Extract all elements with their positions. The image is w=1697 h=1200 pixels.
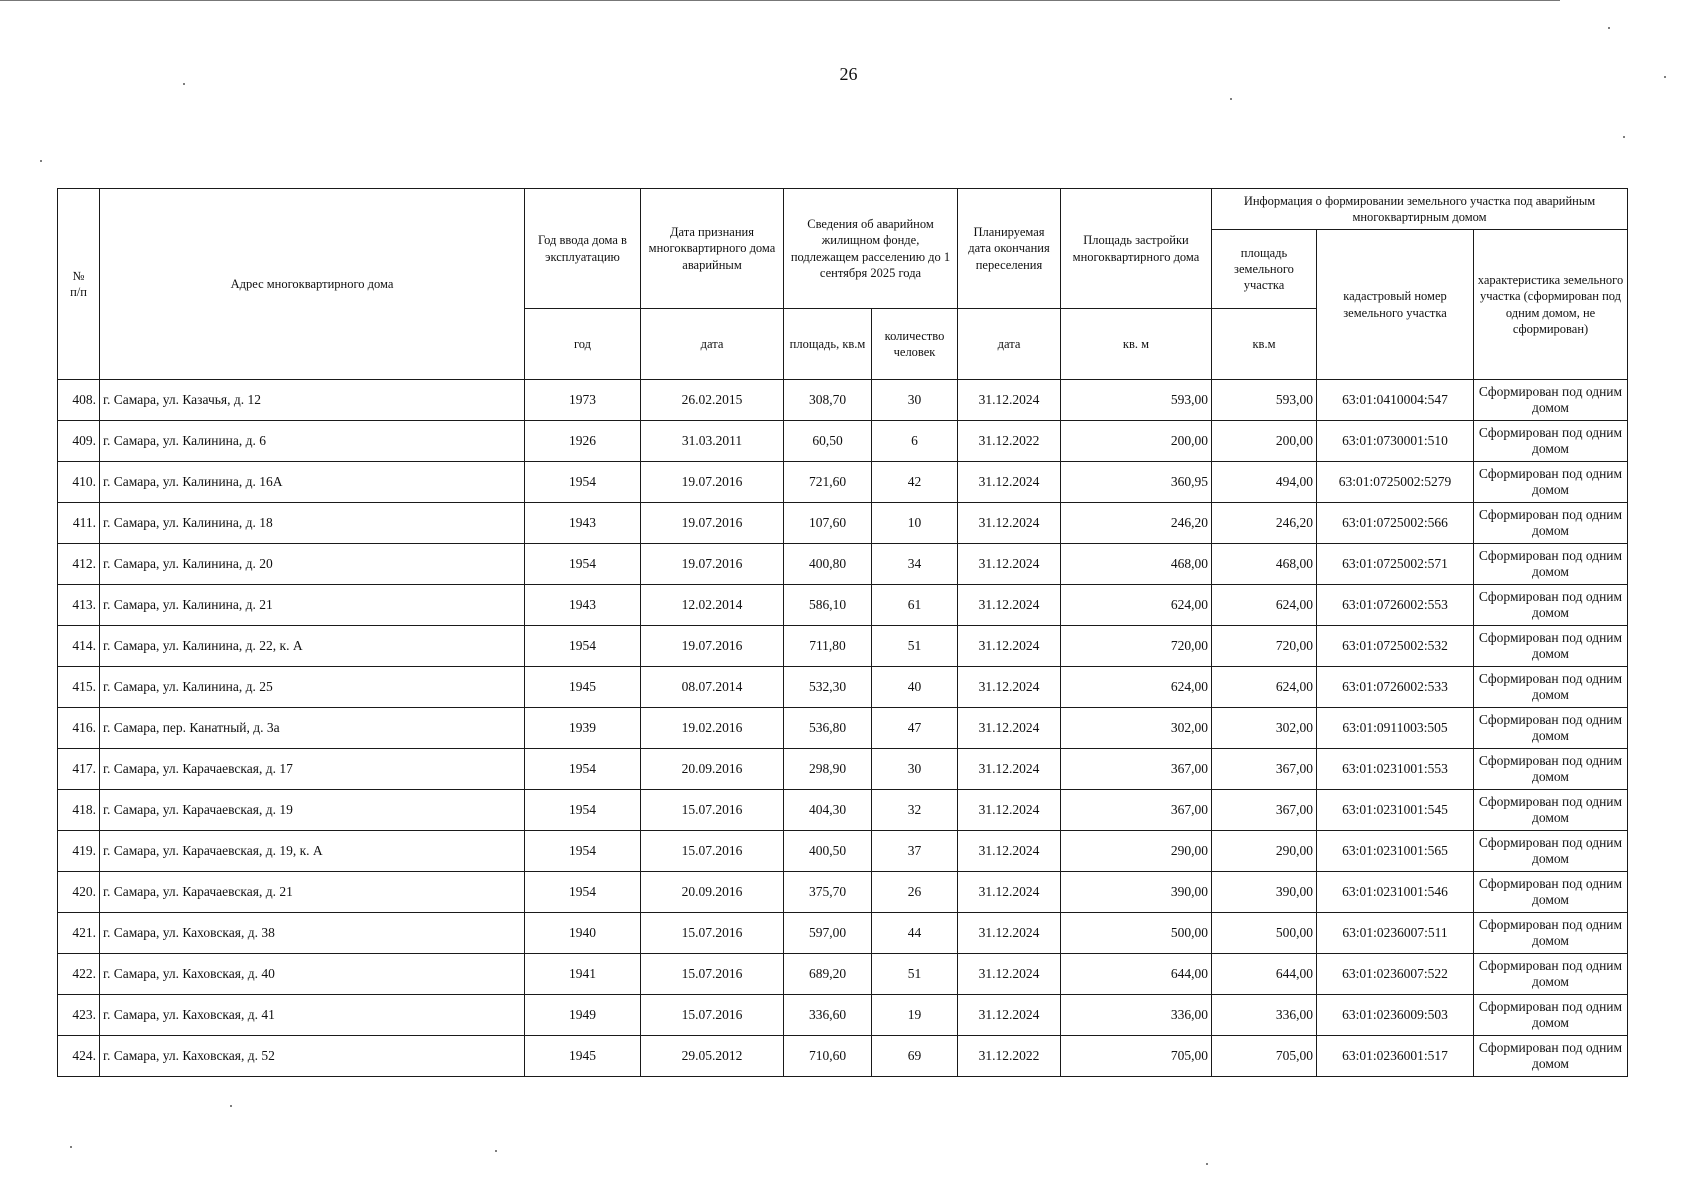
cell-row-number: 418. xyxy=(58,790,100,831)
table-row xyxy=(58,421,1628,462)
cell-planned-date: 31.12.2024 xyxy=(958,585,1061,626)
cell-land-characteristic: Сформирован под одним домом xyxy=(1474,667,1628,708)
cell-land-characteristic: Сформирован под одним домом xyxy=(1474,831,1628,872)
scan-speck xyxy=(1623,136,1625,138)
cell-recognition-date: 15.07.2016 xyxy=(641,995,784,1036)
cell-row-number: 414. xyxy=(58,626,100,667)
cell-area: 536,80 xyxy=(784,708,872,749)
cell-year: 1954 xyxy=(525,749,641,790)
cell-address: г. Самара, ул. Карачаевская, д. 17 xyxy=(100,749,525,790)
cell-year: 1943 xyxy=(525,503,641,544)
cell-land-area: 200,00 xyxy=(1212,421,1317,462)
cell-cadastral: 63:01:0236007:522 xyxy=(1317,954,1474,995)
header-emergency-fund: Сведения об аварийном жилищном фонде, подлежащем расселению до 1 сентября 2025 года xyxy=(784,189,958,309)
cell-planned-date: 31.12.2024 xyxy=(958,995,1061,1036)
top-rule xyxy=(0,0,1560,1)
cell-area: 597,00 xyxy=(784,913,872,954)
table-row xyxy=(58,503,1628,544)
cell-address: г. Самара, ул. Калинина, д. 6 xyxy=(100,421,525,462)
table-row xyxy=(58,380,1628,421)
cell-cadastral: 63:01:0236009:503 xyxy=(1317,995,1474,1036)
cell-row-number: 408. xyxy=(58,380,100,421)
cell-land-characteristic: Сформирован под одним домом xyxy=(1474,913,1628,954)
scan-speck xyxy=(230,1105,232,1107)
page-number: 26 xyxy=(839,64,858,84)
cell-year: 1973 xyxy=(525,380,641,421)
cell-address: г. Самара, ул. Калинина, д. 25 xyxy=(100,667,525,708)
cell-area: 107,60 xyxy=(784,503,872,544)
cell-land-area: 336,00 xyxy=(1212,995,1317,1036)
cell-planned-date: 31.12.2024 xyxy=(958,749,1061,790)
header-land-info: Информация о формировании земельного участка под аварийным многоквартирным домом xyxy=(1212,189,1628,230)
cell-row-number: 412. xyxy=(58,544,100,585)
cell-building-area: 720,00 xyxy=(1061,626,1212,667)
cell-people: 19 xyxy=(872,995,958,1036)
cell-area: 689,20 xyxy=(784,954,872,995)
cell-land-characteristic: Сформирован под одним домом xyxy=(1474,421,1628,462)
cell-year: 1926 xyxy=(525,421,641,462)
cell-row-number: 419. xyxy=(58,831,100,872)
cell-people: 34 xyxy=(872,544,958,585)
cell-planned-date: 31.12.2024 xyxy=(958,790,1061,831)
cell-address: г. Самара, ул. Карачаевская, д. 19 xyxy=(100,790,525,831)
cell-year: 1954 xyxy=(525,544,641,585)
cell-recognition-date: 15.07.2016 xyxy=(641,790,784,831)
emergency-housing-table xyxy=(57,188,1628,1077)
cell-address: г. Самара, ул. Калинина, д. 16А xyxy=(100,462,525,503)
cell-land-characteristic: Сформирован под одним домом xyxy=(1474,1036,1628,1077)
cell-row-number: 423. xyxy=(58,995,100,1036)
cell-planned-date: 31.12.2024 xyxy=(958,954,1061,995)
scan-speck xyxy=(1664,76,1666,78)
cell-recognition-date: 12.02.2014 xyxy=(641,585,784,626)
cell-year: 1943 xyxy=(525,585,641,626)
table-row xyxy=(58,708,1628,749)
cell-area: 721,60 xyxy=(784,462,872,503)
cell-people: 6 xyxy=(872,421,958,462)
header-recognition-date: Дата признания многоквартирного дома аварийным xyxy=(641,189,784,309)
cell-address: г. Самара, ул. Каховская, д. 41 xyxy=(100,995,525,1036)
cell-planned-date: 31.12.2022 xyxy=(958,1036,1061,1077)
cell-recognition-date: 20.09.2016 xyxy=(641,749,784,790)
cell-land-characteristic: Сформирован под одним домом xyxy=(1474,995,1628,1036)
cell-planned-date: 31.12.2024 xyxy=(958,544,1061,585)
header-land-area: площадь земельного участка xyxy=(1212,230,1317,309)
cell-building-area: 500,00 xyxy=(1061,913,1212,954)
cell-cadastral: 63:01:0236007:511 xyxy=(1317,913,1474,954)
cell-building-area: 200,00 xyxy=(1061,421,1212,462)
cell-area: 586,10 xyxy=(784,585,872,626)
cell-planned-date: 31.12.2024 xyxy=(958,667,1061,708)
cell-address: г. Самара, ул. Каховская, д. 40 xyxy=(100,954,525,995)
cell-recognition-date: 08.07.2014 xyxy=(641,667,784,708)
scan-speck xyxy=(70,1146,72,1148)
header-planned-date: Планируемая дата окончания переселения xyxy=(958,189,1061,309)
cell-people: 30 xyxy=(872,749,958,790)
cell-building-area: 468,00 xyxy=(1061,544,1212,585)
cell-land-characteristic: Сформирован под одним домом xyxy=(1474,954,1628,995)
cell-people: 40 xyxy=(872,667,958,708)
cell-area: 60,50 xyxy=(784,421,872,462)
cell-address: г. Самара, ул. Казачья, д. 12 xyxy=(100,380,525,421)
unit-planned-date: дата xyxy=(958,309,1061,380)
cell-land-area: 593,00 xyxy=(1212,380,1317,421)
table-row xyxy=(58,1036,1628,1077)
cell-cadastral: 63:01:0726002:553 xyxy=(1317,585,1474,626)
cell-building-area: 624,00 xyxy=(1061,585,1212,626)
cell-land-area: 302,00 xyxy=(1212,708,1317,749)
cell-people: 42 xyxy=(872,462,958,503)
cell-land-characteristic: Сформирован под одним домом xyxy=(1474,462,1628,503)
cell-year: 1949 xyxy=(525,995,641,1036)
table-row xyxy=(58,913,1628,954)
cell-recognition-date: 15.07.2016 xyxy=(641,954,784,995)
cell-people: 44 xyxy=(872,913,958,954)
cell-people: 37 xyxy=(872,831,958,872)
cell-address: г. Самара, ул. Калинина, д. 22, к. А xyxy=(100,626,525,667)
cell-area: 336,60 xyxy=(784,995,872,1036)
table-row xyxy=(58,995,1628,1036)
cell-people: 32 xyxy=(872,790,958,831)
cell-land-area: 644,00 xyxy=(1212,954,1317,995)
cell-building-area: 367,00 xyxy=(1061,790,1212,831)
cell-row-number: 413. xyxy=(58,585,100,626)
cell-recognition-date: 29.05.2012 xyxy=(641,1036,784,1077)
cell-year: 1954 xyxy=(525,790,641,831)
cell-recognition-date: 15.07.2016 xyxy=(641,831,784,872)
cell-land-characteristic: Сформирован под одним домом xyxy=(1474,585,1628,626)
cell-row-number: 422. xyxy=(58,954,100,995)
table-row xyxy=(58,872,1628,913)
cell-building-area: 246,20 xyxy=(1061,503,1212,544)
cell-year: 1939 xyxy=(525,708,641,749)
cell-planned-date: 31.12.2022 xyxy=(958,421,1061,462)
cell-address: г. Самара, пер. Канатный, д. 3а xyxy=(100,708,525,749)
cell-row-number: 416. xyxy=(58,708,100,749)
cell-cadastral: 63:01:0231001:546 xyxy=(1317,872,1474,913)
cell-recognition-date: 20.09.2016 xyxy=(641,872,784,913)
header-building-area: Площадь застройки многоквартирного дома xyxy=(1061,189,1212,309)
cell-land-characteristic: Сформирован под одним домом xyxy=(1474,708,1628,749)
cell-address: г. Самара, ул. Карачаевская, д. 21 xyxy=(100,872,525,913)
unit-area: площадь, кв.м xyxy=(784,309,872,380)
cell-recognition-date: 15.07.2016 xyxy=(641,913,784,954)
cell-building-area: 336,00 xyxy=(1061,995,1212,1036)
cell-address: г. Самара, ул. Каховская, д. 52 xyxy=(100,1036,525,1077)
cell-land-characteristic: Сформирован под одним домом xyxy=(1474,380,1628,421)
cell-cadastral: 63:01:0725002:566 xyxy=(1317,503,1474,544)
cell-area: 404,30 xyxy=(784,790,872,831)
cell-land-area: 290,00 xyxy=(1212,831,1317,872)
scan-speck xyxy=(183,83,185,85)
table-row xyxy=(58,667,1628,708)
cell-planned-date: 31.12.2024 xyxy=(958,913,1061,954)
cell-building-area: 390,00 xyxy=(1061,872,1212,913)
cell-land-area: 720,00 xyxy=(1212,626,1317,667)
scan-speck xyxy=(40,160,42,162)
cell-year: 1945 xyxy=(525,1036,641,1077)
cell-cadastral: 63:01:0410004:547 xyxy=(1317,380,1474,421)
scan-speck xyxy=(1230,98,1232,100)
cell-row-number: 417. xyxy=(58,749,100,790)
cell-year: 1954 xyxy=(525,872,641,913)
cell-cadastral: 63:01:0725002:532 xyxy=(1317,626,1474,667)
cell-year: 1954 xyxy=(525,462,641,503)
cell-recognition-date: 19.07.2016 xyxy=(641,544,784,585)
cell-land-area: 705,00 xyxy=(1212,1036,1317,1077)
cell-building-area: 367,00 xyxy=(1061,749,1212,790)
cell-land-area: 367,00 xyxy=(1212,790,1317,831)
cell-area: 298,90 xyxy=(784,749,872,790)
cell-row-number: 409. xyxy=(58,421,100,462)
cell-land-area: 390,00 xyxy=(1212,872,1317,913)
cell-area: 710,60 xyxy=(784,1036,872,1077)
cell-land-characteristic: Сформирован под одним домом xyxy=(1474,544,1628,585)
cell-row-number: 415. xyxy=(58,667,100,708)
cell-land-characteristic: Сформирован под одним домом xyxy=(1474,503,1628,544)
header-cadastral: кадастровый номер земельного участка xyxy=(1317,230,1474,380)
table-row xyxy=(58,462,1628,503)
cell-area: 308,70 xyxy=(784,380,872,421)
cell-planned-date: 31.12.2024 xyxy=(958,872,1061,913)
cell-year: 1940 xyxy=(525,913,641,954)
cell-land-area: 468,00 xyxy=(1212,544,1317,585)
scan-speck xyxy=(1608,27,1610,29)
cell-cadastral: 63:01:0911003:505 xyxy=(1317,708,1474,749)
header-land-characteristic: характеристика земельного участка (сформирован под одним домом, не сформирован) xyxy=(1474,230,1628,380)
header-num: № п/п xyxy=(58,189,100,380)
cell-building-area: 290,00 xyxy=(1061,831,1212,872)
cell-recognition-date: 19.07.2016 xyxy=(641,626,784,667)
cell-address: г. Самара, ул. Карачаевская, д. 19, к. А xyxy=(100,831,525,872)
table-row xyxy=(58,831,1628,872)
cell-people: 51 xyxy=(872,626,958,667)
table-row xyxy=(58,626,1628,667)
cell-planned-date: 31.12.2024 xyxy=(958,380,1061,421)
cell-people: 69 xyxy=(872,1036,958,1077)
cell-year: 1941 xyxy=(525,954,641,995)
cell-cadastral: 63:01:0231001:553 xyxy=(1317,749,1474,790)
cell-cadastral: 63:01:0725002:5279 xyxy=(1317,462,1474,503)
cell-year: 1945 xyxy=(525,667,641,708)
cell-building-area: 705,00 xyxy=(1061,1036,1212,1077)
cell-planned-date: 31.12.2024 xyxy=(958,831,1061,872)
table-body xyxy=(58,380,1628,1077)
cell-building-area: 360,95 xyxy=(1061,462,1212,503)
cell-land-characteristic: Сформирован под одним домом xyxy=(1474,749,1628,790)
cell-land-area: 494,00 xyxy=(1212,462,1317,503)
cell-land-characteristic: Сформирован под одним домом xyxy=(1474,790,1628,831)
cell-land-characteristic: Сформирован под одним домом xyxy=(1474,626,1628,667)
cell-row-number: 410. xyxy=(58,462,100,503)
header-year: Год ввода дома в эксплуатацию xyxy=(525,189,641,309)
cell-land-characteristic: Сформирован под одним домом xyxy=(1474,872,1628,913)
cell-year: 1954 xyxy=(525,626,641,667)
cell-cadastral: 63:01:0725002:571 xyxy=(1317,544,1474,585)
cell-recognition-date: 19.07.2016 xyxy=(641,503,784,544)
cell-building-area: 644,00 xyxy=(1061,954,1212,995)
cell-area: 400,80 xyxy=(784,544,872,585)
cell-row-number: 421. xyxy=(58,913,100,954)
cell-planned-date: 31.12.2024 xyxy=(958,503,1061,544)
cell-row-number: 420. xyxy=(58,872,100,913)
cell-building-area: 302,00 xyxy=(1061,708,1212,749)
cell-recognition-date: 26.02.2015 xyxy=(641,380,784,421)
cell-cadastral: 63:01:0726002:533 xyxy=(1317,667,1474,708)
cell-area: 375,70 xyxy=(784,872,872,913)
cell-people: 61 xyxy=(872,585,958,626)
cell-people: 26 xyxy=(872,872,958,913)
scan-speck xyxy=(495,1150,497,1152)
cell-area: 711,80 xyxy=(784,626,872,667)
cell-land-area: 367,00 xyxy=(1212,749,1317,790)
cell-land-area: 624,00 xyxy=(1212,585,1317,626)
cell-row-number: 424. xyxy=(58,1036,100,1077)
cell-building-area: 624,00 xyxy=(1061,667,1212,708)
cell-address: г. Самара, ул. Калинина, д. 18 xyxy=(100,503,525,544)
cell-recognition-date: 19.02.2016 xyxy=(641,708,784,749)
unit-people: количество человек xyxy=(872,309,958,380)
table-row xyxy=(58,585,1628,626)
unit-year: год xyxy=(525,309,641,380)
cell-cadastral: 63:01:0236001:517 xyxy=(1317,1036,1474,1077)
unit-building-area: кв. м xyxy=(1061,309,1212,380)
scan-speck xyxy=(1206,1163,1208,1165)
cell-land-area: 624,00 xyxy=(1212,667,1317,708)
cell-people: 47 xyxy=(872,708,958,749)
cell-cadastral: 63:01:0231001:545 xyxy=(1317,790,1474,831)
cell-people: 30 xyxy=(872,380,958,421)
cell-address: г. Самара, ул. Калинина, д. 20 xyxy=(100,544,525,585)
cell-people: 51 xyxy=(872,954,958,995)
table-row xyxy=(58,544,1628,585)
cell-address: г. Самара, ул. Калинина, д. 21 xyxy=(100,585,525,626)
cell-land-area: 246,20 xyxy=(1212,503,1317,544)
cell-land-area: 500,00 xyxy=(1212,913,1317,954)
cell-planned-date: 31.12.2024 xyxy=(958,462,1061,503)
cell-recognition-date: 19.07.2016 xyxy=(641,462,784,503)
cell-planned-date: 31.12.2024 xyxy=(958,626,1061,667)
header-address: Адрес многоквартирного дома xyxy=(100,189,525,380)
cell-year: 1954 xyxy=(525,831,641,872)
cell-cadastral: 63:01:0231001:565 xyxy=(1317,831,1474,872)
cell-address: г. Самара, ул. Каховская, д. 38 xyxy=(100,913,525,954)
table-row xyxy=(58,954,1628,995)
cell-row-number: 411. xyxy=(58,503,100,544)
cell-building-area: 593,00 xyxy=(1061,380,1212,421)
cell-area: 400,50 xyxy=(784,831,872,872)
table-row xyxy=(58,790,1628,831)
cell-planned-date: 31.12.2024 xyxy=(958,708,1061,749)
cell-cadastral: 63:01:0730001:510 xyxy=(1317,421,1474,462)
cell-recognition-date: 31.03.2011 xyxy=(641,421,784,462)
cell-area: 532,30 xyxy=(784,667,872,708)
table-row xyxy=(58,749,1628,790)
unit-recognition-date: дата xyxy=(641,309,784,380)
unit-land-area: кв.м xyxy=(1212,309,1317,380)
cell-people: 10 xyxy=(872,503,958,544)
